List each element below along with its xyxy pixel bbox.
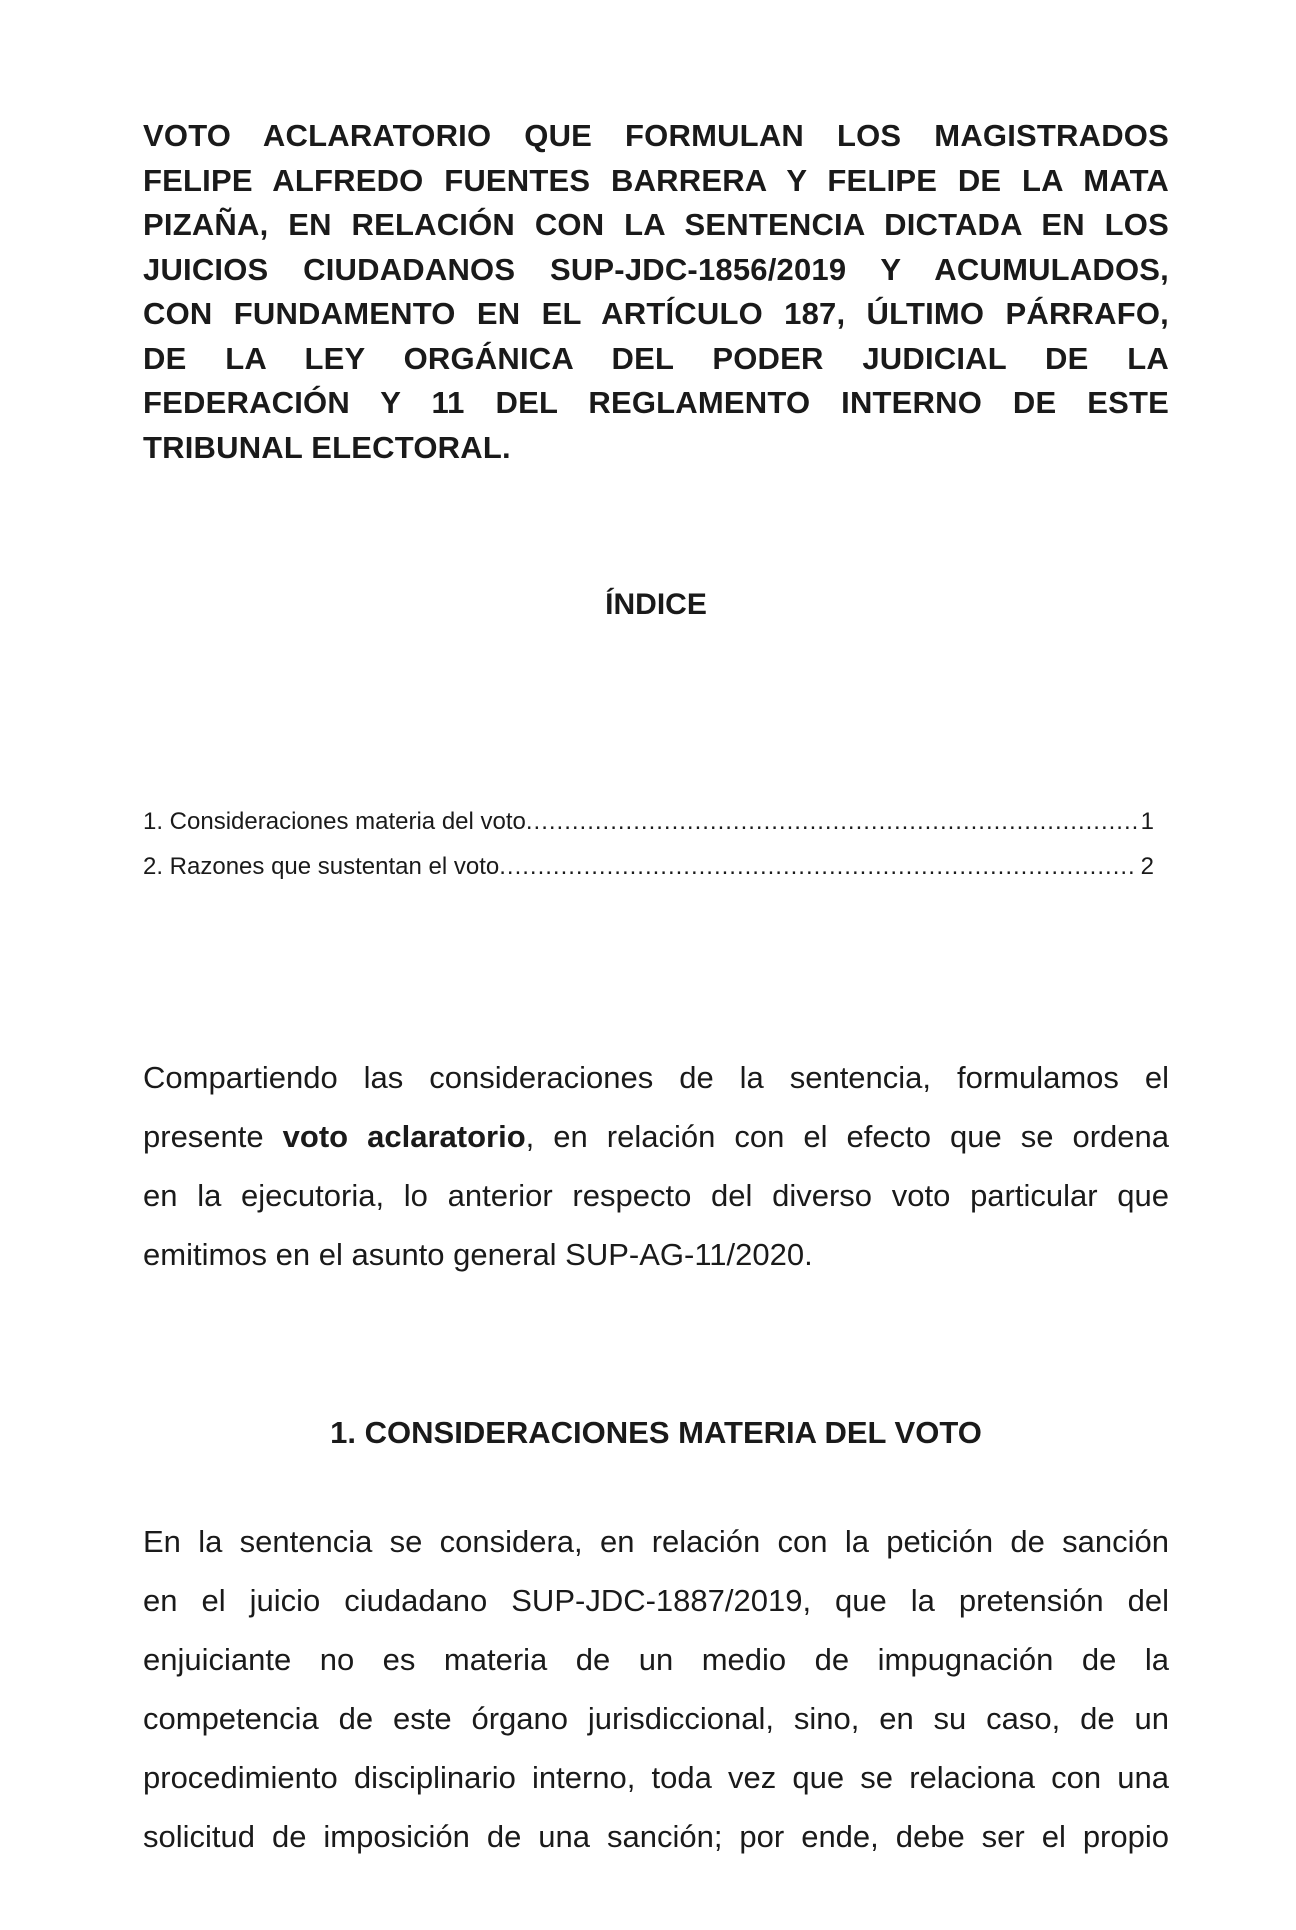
heading-line: FEDERACIÓN Y 11 DEL REGLAMENTO INTERNO DE ESTE (143, 385, 1169, 420)
toc-entry-page: 2 (1140, 853, 1154, 880)
toc-entry-label: 1. Consideraciones materia del voto (143, 808, 526, 835)
paragraph-line: en el juicio ciudadano SUP-JDC-1887/2019, que la pretensión del (143, 1583, 1169, 1618)
section-title: 1. CONSIDERACIONES MATERIA DEL VOTO (330, 1415, 982, 1450)
paragraph-line: Compartiendo las consideraciones de la sentencia, formulamos el (143, 1060, 1169, 1095)
bold-term: voto aclaratorio (282, 1119, 526, 1154)
paragraph-line: En la sentencia se considera, en relación con la petición de sanción (143, 1524, 1169, 1559)
heading-line: DE LA LEY ORGÁNICA DEL PODER JUDICIAL DE LA (143, 340, 1169, 376)
toc-entry[interactable] (143, 844, 1154, 889)
paragraph-text: presente (143, 1119, 283, 1154)
index-title: ÍNDICE (605, 588, 707, 621)
toc-leader-dots (499, 844, 1136, 889)
toc-entry-page: 1 (1140, 808, 1154, 835)
paragraph-line: solicitud de imposición de una sanción; por ende, debe ser el propio (143, 1819, 1169, 1854)
toc-leader-dots (526, 799, 1137, 844)
heading-line: CON FUNDAMENTO EN EL ARTÍCULO 187, ÚLTIMO PÁRRAFO, (143, 296, 1169, 331)
paragraph-text: , en relación con el efecto que se ordena (525, 1119, 1169, 1154)
toc-entry-label: 2. Razones que sustentan el voto (143, 853, 500, 880)
table-of-contents (143, 799, 1154, 889)
paragraph-line: en la ejecutoria, lo anterior respecto del diverso voto particular que (143, 1178, 1169, 1213)
heading-line: TRIBUNAL ELECTORAL. (143, 429, 511, 465)
paragraph-line: enjuiciante no es materia de un medio de impugnación de la (143, 1642, 1169, 1677)
intro-paragraph (143, 1048, 1169, 1284)
heading-line: JUICIOS CIUDADANOS SUP-JDC-1856/2019 Y ACUMULADOS, (143, 251, 1169, 287)
paragraph-line: competencia de este órgano jurisdiccional, sino, en su caso, de un (143, 1701, 1169, 1736)
heading-line: VOTO ACLARATORIO QUE FORMULAN LOS MAGISTRADOS (143, 118, 1169, 153)
paragraph-line: procedimiento disciplinario interno, toda vez que se relaciona con una (143, 1760, 1169, 1795)
paragraph-line (143, 1107, 1169, 1166)
paragraph-line: emitimos en el asunto general SUP-AG-11/2020. (143, 1237, 813, 1272)
section-paragraph (143, 1512, 1169, 1866)
toc-entry[interactable] (143, 799, 1154, 844)
heading-line: FELIPE ALFREDO FUENTES BARRERA Y FELIPE DE LA MATA (143, 162, 1169, 198)
heading-line: PIZAÑA, EN RELACIÓN CON LA SENTENCIA DICTADA EN LOS (143, 207, 1169, 242)
document-heading (143, 114, 1169, 470)
